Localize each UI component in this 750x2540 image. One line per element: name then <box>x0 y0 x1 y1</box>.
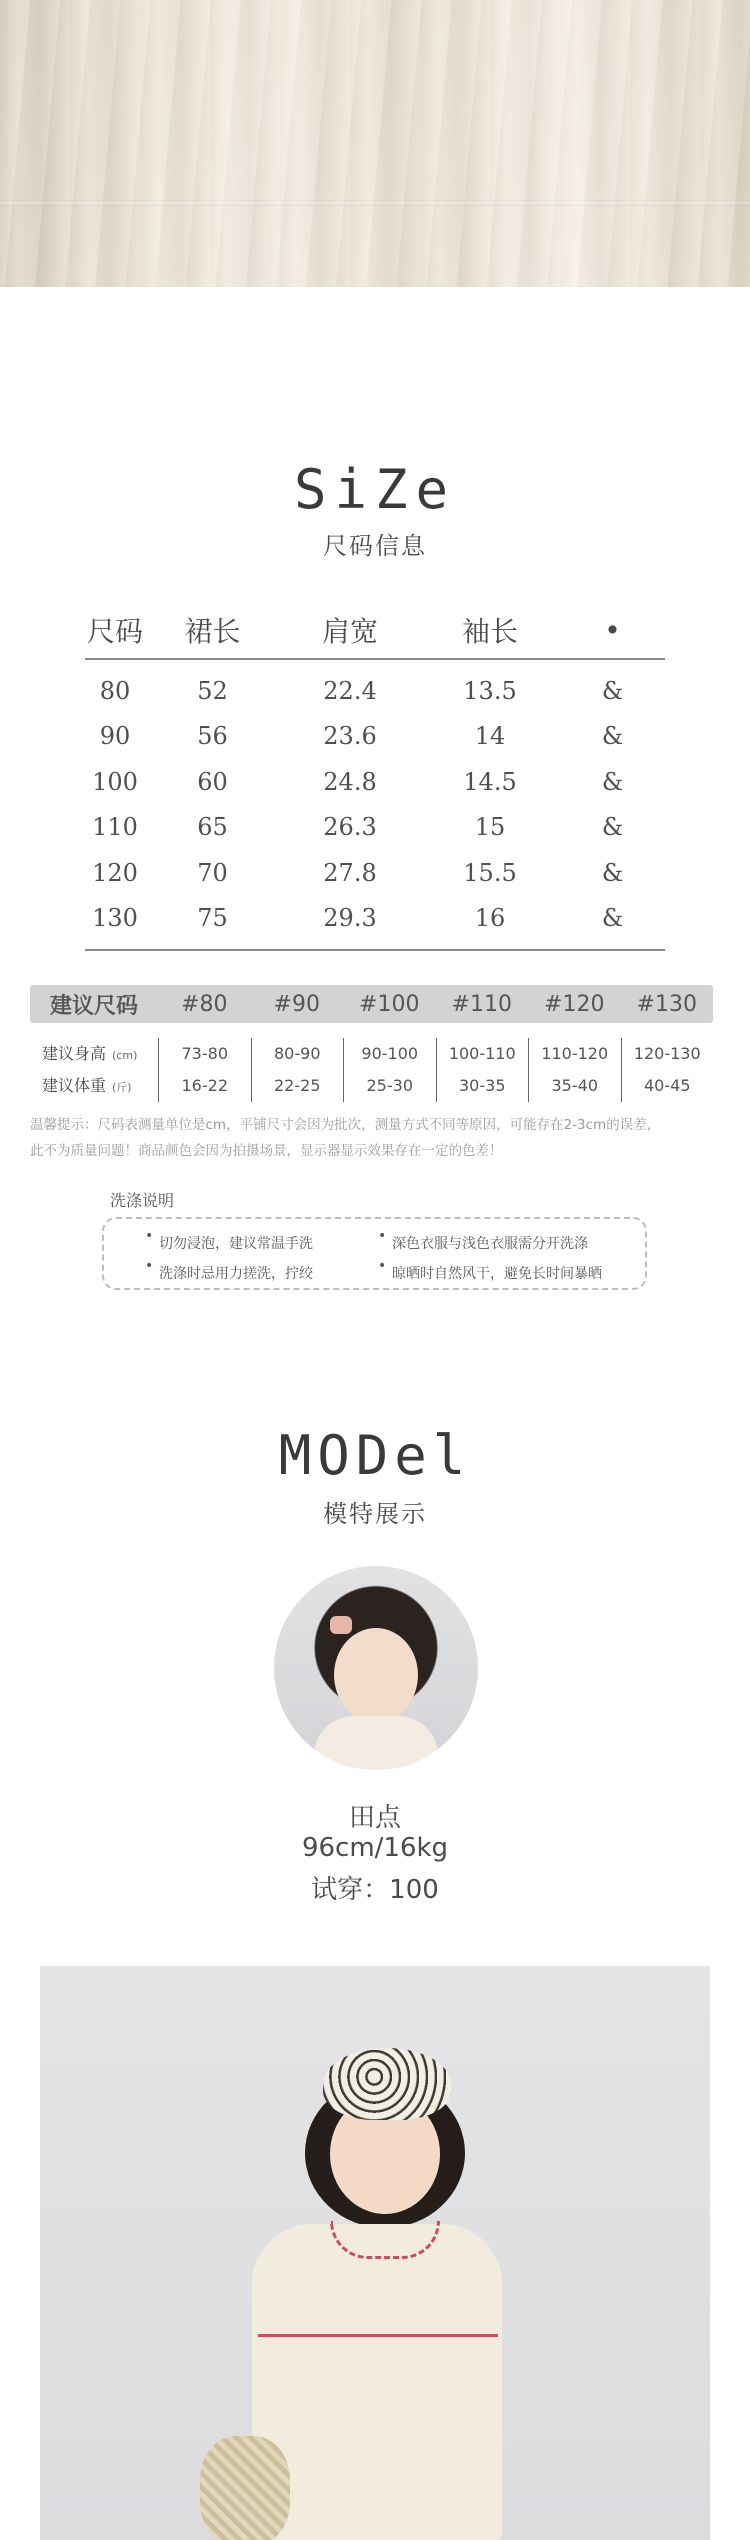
table-row <box>85 759 665 805</box>
model-trial: 试穿：100 <box>311 1875 439 1905</box>
cell-sleeve: 14 <box>474 722 506 751</box>
height-value: 100-110 <box>448 1044 516 1063</box>
model-stats: 96cm/16kg <box>301 1833 449 1863</box>
table-row <box>85 850 665 896</box>
cell-size: 90 <box>99 722 131 751</box>
recommend-size: #100 <box>359 991 420 1017</box>
cell-sleeve: 16 <box>474 904 506 933</box>
weight-value: 40-45 <box>644 1076 691 1095</box>
header-sleeve: 袖长 <box>461 615 518 648</box>
model-avatar <box>274 1566 478 1770</box>
recommend-column <box>251 1038 344 1102</box>
cell-length: 52 <box>197 676 228 705</box>
recommend-size: #130 <box>636 991 697 1017</box>
cell-shoulder: 29.3 <box>323 904 377 933</box>
wash-item: • 深色衣服与浅色衣服需分开洗涤 <box>392 1233 588 1253</box>
cell-length: 65 <box>197 813 228 842</box>
recommend-size: #90 <box>273 991 320 1017</box>
avatar-face <box>334 1628 418 1722</box>
fabric-seam <box>0 200 750 206</box>
table-row <box>85 805 665 851</box>
model-photo <box>40 1966 710 2540</box>
photo-sash <box>258 2334 498 2337</box>
height-label: 建议身高 <box>42 1044 107 1063</box>
table-row <box>85 714 665 760</box>
header-shoulder: 肩宽 <box>321 615 378 648</box>
cell-extra: & <box>601 722 624 751</box>
cell-size: 80 <box>99 676 131 705</box>
size-table <box>85 602 665 951</box>
model-name: 田点 <box>348 1803 401 1833</box>
cell-size: 100 <box>92 767 138 796</box>
header-length: 裙长 <box>184 615 241 648</box>
weight-value: 30-35 <box>459 1076 506 1095</box>
header-dot: • <box>604 613 621 647</box>
cell-length: 75 <box>197 904 228 933</box>
height-value: 73-80 <box>181 1044 228 1063</box>
wash-box <box>102 1217 647 1290</box>
recommend-column <box>343 1038 436 1102</box>
size-table-body <box>85 660 665 951</box>
cell-shoulder: 26.3 <box>323 813 377 842</box>
cell-shoulder: 22.4 <box>323 676 377 705</box>
cell-length: 56 <box>197 722 228 751</box>
wash-item: • 切勿浸泡，建议常温手洗 <box>159 1233 313 1253</box>
cell-extra: & <box>601 858 624 887</box>
size-note <box>30 1112 730 1164</box>
recommend-column <box>621 1038 714 1102</box>
cell-extra: & <box>601 767 624 796</box>
recommend-label: 建议尺码 <box>49 993 138 1019</box>
cell-sleeve: 14.5 <box>463 767 517 796</box>
size-table-header <box>85 602 665 660</box>
photo-bag <box>200 2436 290 2540</box>
model-subtitle: 模特展示 <box>323 1500 427 1528</box>
avatar-shirt <box>314 1716 438 1770</box>
recommend-column <box>158 1038 251 1102</box>
cell-size: 130 <box>92 904 138 933</box>
cell-size: 120 <box>92 858 138 887</box>
size-subtitle: 尺码信息 <box>323 532 427 560</box>
height-value: 80-90 <box>274 1044 321 1063</box>
note-line: 温馨提示：尺码表测量单位是cm，平铺尺寸会因为批次，测量方式不同等原因，可能存在2-3cm的误差， <box>30 1117 661 1133</box>
cell-shoulder: 23.6 <box>323 722 377 751</box>
cell-extra: & <box>601 813 624 842</box>
weight-value: 25-30 <box>366 1076 413 1095</box>
recommend-size: #80 <box>181 991 228 1017</box>
cell-sleeve: 15.5 <box>463 858 517 887</box>
cell-size: 110 <box>92 813 138 842</box>
recommend-column <box>436 1038 529 1102</box>
weight-value: 16-22 <box>181 1076 228 1095</box>
weight-row-label <box>42 1070 158 1102</box>
recommend-column <box>528 1038 621 1102</box>
height-value: 90-100 <box>361 1044 419 1063</box>
recommend-grid <box>30 1038 713 1102</box>
wash-item: • 晾晒时自然风干，避免长时间暴晒 <box>392 1263 602 1283</box>
weight-value: 22-25 <box>274 1076 321 1095</box>
table-row <box>85 896 665 942</box>
recommend-size-bar <box>30 985 713 1023</box>
cell-shoulder: 24.8 <box>323 767 377 796</box>
height-value: 110-120 <box>541 1044 609 1063</box>
table-row <box>85 668 665 714</box>
note-line: 此不为质量问题！商品颜色会因为拍摄场景，显示器显示效果存在一定的色差！ <box>30 1143 503 1159</box>
height-value: 120-130 <box>633 1044 701 1063</box>
size-title: SiZe <box>293 458 457 521</box>
weight-label: 建议体重 <box>42 1076 107 1095</box>
cell-length: 60 <box>197 767 228 796</box>
fabric-photo <box>0 0 750 287</box>
recommend-size: #110 <box>451 991 512 1017</box>
wash-item: • 洗涤时忌用力搓洗，拧绞 <box>159 1263 313 1283</box>
header-size: 尺码 <box>86 615 143 648</box>
recommend-size: #120 <box>544 991 605 1017</box>
cell-sleeve: 13.5 <box>463 676 517 705</box>
cell-sleeve: 15 <box>474 813 506 842</box>
height-row-label <box>42 1038 158 1070</box>
cell-extra: & <box>601 676 624 705</box>
avatar-hair-bow <box>330 1616 352 1634</box>
wash-title: 洗涤说明 <box>110 1191 175 1210</box>
height-unit: (cm) <box>112 1049 138 1062</box>
cell-extra: & <box>601 904 624 933</box>
cell-length: 70 <box>197 858 228 887</box>
recommend-row-labels <box>30 1038 158 1102</box>
model-title: MODel <box>278 1424 472 1487</box>
weight-unit: (斤) <box>112 1081 132 1094</box>
photo-headscarf <box>323 2048 451 2120</box>
cell-shoulder: 27.8 <box>323 858 377 887</box>
weight-value: 35-40 <box>551 1076 598 1095</box>
